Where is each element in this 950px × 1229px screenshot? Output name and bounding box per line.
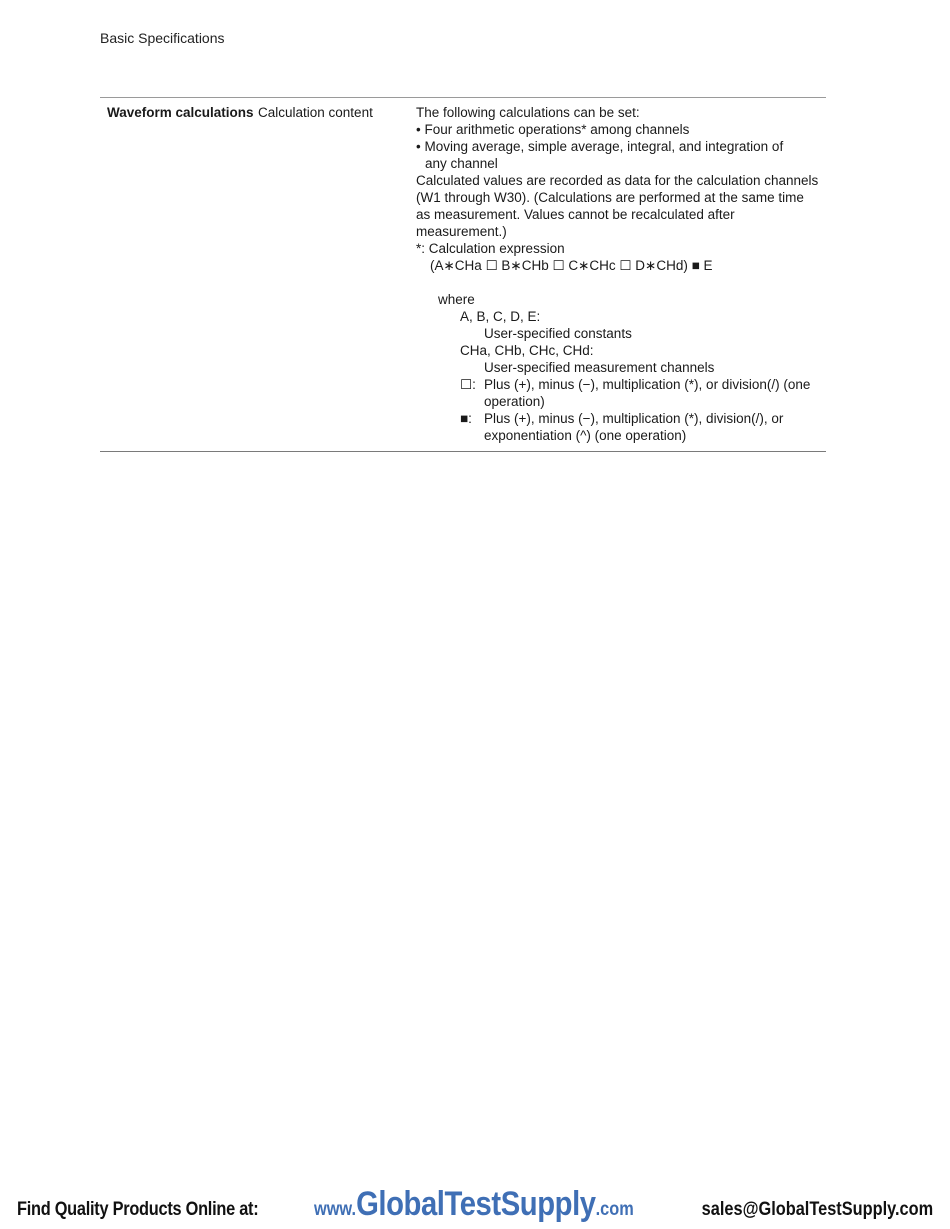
term-constants: A, B, C, D, E:: [460, 309, 541, 324]
open-square-desc: Plus (+), minus (−), multiplication (*), or division(/) (one operation): [484, 377, 811, 409]
filled-square-icon: ■:: [460, 411, 472, 426]
footer-email-link[interactable]: sales@GlobalTestSupply.com: [701, 1199, 933, 1220]
bullet-arithmetic: • Four arithmetic operations* among channels: [416, 122, 690, 137]
term-constants-desc: User-specified constants: [484, 326, 632, 341]
open-square-icon: ☐:: [460, 377, 476, 392]
page-header: Basic Specifications: [100, 30, 225, 46]
intro-text: The following calculations can be set:: [416, 105, 640, 120]
expression-label: *: Calculation expression: [416, 241, 565, 256]
expression-formula: (A∗CHa ☐ B∗CHb ☐ C∗CHc ☐ D∗CHd) ■ E: [430, 258, 713, 273]
site-prefix: www.: [314, 1199, 357, 1220]
footer-tagline: Find Quality Products Online at:: [17, 1199, 259, 1220]
bullet-average: • Moving average, simple average, integral, and integration of: [416, 139, 784, 154]
footer-banner: [0, 1185, 950, 1229]
where-label: where: [438, 292, 475, 307]
subcategory-cell: Calculation content: [258, 105, 373, 120]
footer-website-link[interactable]: [314, 1185, 634, 1224]
content-cell: [416, 104, 826, 444]
term-channels: CHa, CHb, CHc, CHd:: [460, 343, 594, 358]
recorded-text: Calculated values are recorded as data for the calculation channels (W1 through W30). (Calculations are performed at the same time as measurement. Values cannot be recalculated after measurement.): [416, 173, 819, 239]
bullet-average-cont: any channel: [425, 156, 498, 171]
site-suffix: .com: [595, 1199, 634, 1220]
table-row: [100, 104, 826, 444]
spec-table: [100, 97, 826, 452]
term-channels-desc: User-specified measurement channels: [484, 360, 715, 375]
filled-square-desc: Plus (+), minus (−), multiplication (*), division(/), or exponentiation (^) (one operation): [484, 411, 784, 443]
category-cell: Waveform calculations: [107, 105, 254, 120]
open-square-definition: [416, 376, 820, 410]
filled-square-definition: [416, 410, 820, 444]
site-name: GlobalTestSupply: [356, 1185, 596, 1223]
